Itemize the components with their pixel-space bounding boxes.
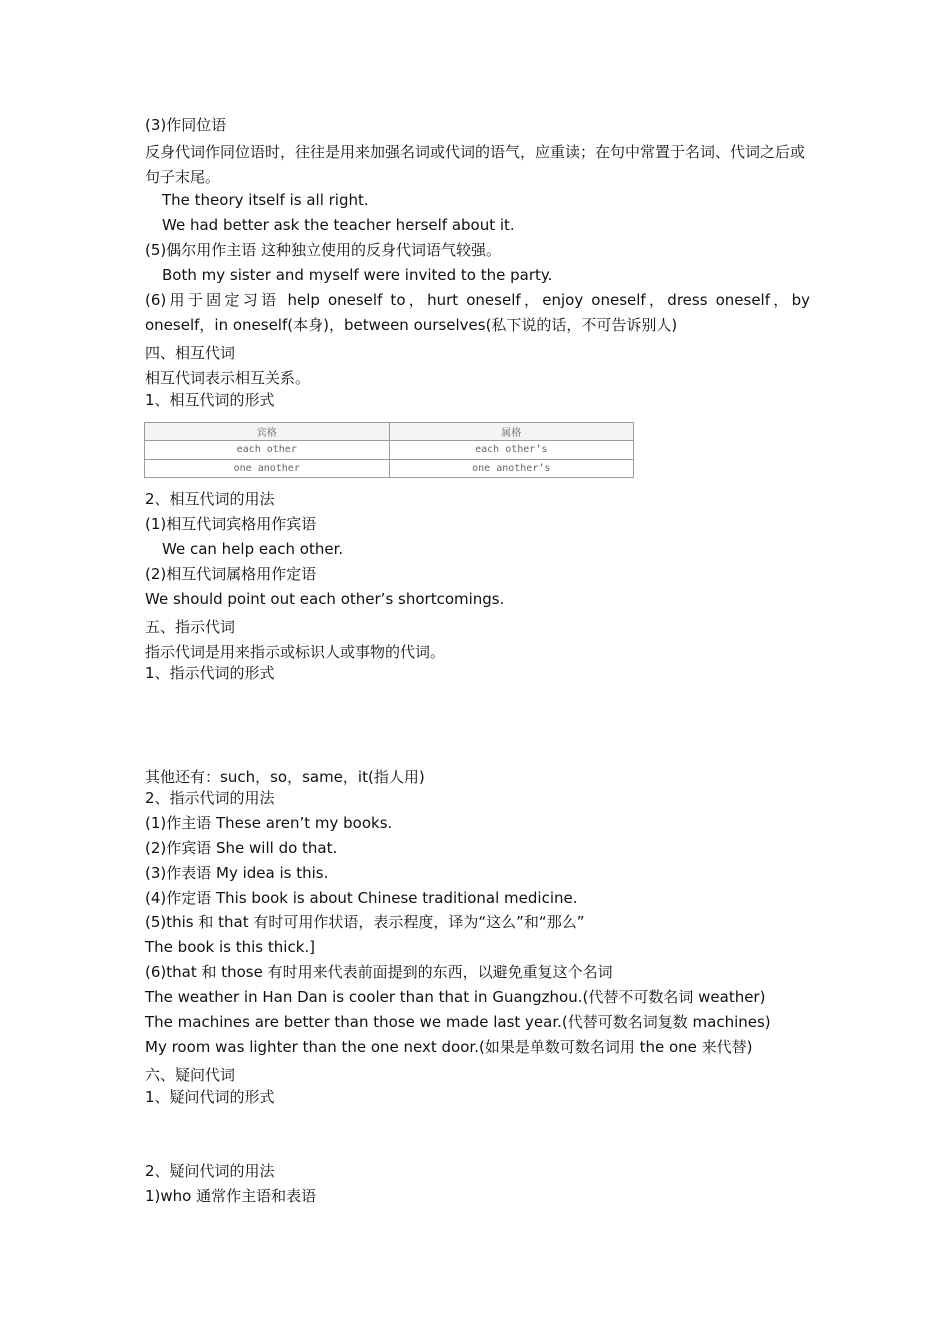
chapter-heading-interrogative-pronouns: 六、疑问代词 [145, 1066, 236, 1084]
usage-item: (3)作表语 My idea is this. [145, 864, 329, 882]
section-heading-appositive: (3)作同位语 [145, 116, 227, 134]
table-cell: each other’s [389, 441, 634, 459]
table-cell: one another’s [389, 459, 634, 477]
chapter-heading-demonstrative-pronouns: 五、指示代词 [145, 618, 236, 636]
subsection-heading: 1、疑问代词的形式 [145, 1088, 275, 1106]
table-header-row [145, 423, 634, 441]
table-cell: each other [145, 441, 390, 459]
table-cell: one another [145, 459, 390, 477]
example-sentence: We should point out each other’s shortcomings. [145, 590, 505, 608]
example-sentence: The machines are better than those we made last year.(代替可数名词复数 machines) [145, 1013, 771, 1031]
example-sentence: Both my sister and myself were invited to the party. [162, 266, 553, 284]
reciprocal-pronoun-table [144, 422, 634, 478]
example-sentence: The weather in Han Dan is cooler than that in Guangzhou.(代替不可数名词 weather) [145, 988, 766, 1006]
paragraph: 指示代词是用来指示或标识人或事物的代词。 [145, 643, 446, 661]
paragraph: 相互代词表示相互关系。 [145, 369, 311, 387]
paragraph-appositive-explanation: 反身代词作同位语时，往往是用来加强名词或代词的语气，应重读；在句中常置于名词、代词之后或句子末尾。 [145, 143, 806, 186]
usage-item: (6)that 和 those 有时用来代表前面提到的东西，以避免重复这个名词 [145, 963, 613, 981]
example-sentence: We had better ask the teacher herself about it. [162, 216, 515, 234]
example-sentence: We can help each other. [162, 540, 344, 558]
table-row [145, 441, 634, 459]
idioms-continued: oneself，in oneself(本身)，between ourselves(私下说的话，不可告诉别人) [145, 316, 678, 334]
section-heading: (2)相互代词属格用作定语 [145, 565, 317, 583]
subsection-heading: 2、相互代词的用法 [145, 490, 275, 508]
section-heading: (1)相互代词宾格用作宾语 [145, 515, 317, 533]
subsection-heading: 2、疑问代词的用法 [145, 1162, 275, 1180]
paragraph: 其他还有：such，so，same，it(指人用) [145, 768, 425, 786]
section-heading-subject: (5)偶尔用作主语 这种独立使用的反身代词语气较强。 [145, 241, 502, 259]
table-header-cell: 属格 [389, 423, 634, 441]
subsection-heading: 1、指示代词的形式 [145, 664, 275, 682]
usage-item: (4)作定语 This book is about Chinese traditional medicine. [145, 889, 578, 907]
example-sentence: My room was lighter than the one next door.(如果是单数可数名词用 the one 来代替) [145, 1038, 753, 1056]
usage-item: (5)this 和 that 有时可用作状语，表示程度，译为“这么”和“那么” [145, 913, 585, 931]
example-sentence: The book is this thick.] [145, 938, 315, 956]
section-heading-idioms: (6)用于固定习语 help oneself to，hurt oneself，enjoy oneself，dress oneself，by [145, 291, 810, 309]
table-header-cell: 宾格 [145, 423, 390, 441]
usage-item: 1)who 通常作主语和表语 [145, 1187, 317, 1205]
subsection-heading: 2、指示代词的用法 [145, 789, 275, 807]
usage-item: (1)作主语 These aren’t my books. [145, 814, 393, 832]
example-sentence: The theory itself is all right. [162, 191, 369, 209]
usage-item: (2)作宾语 She will do that. [145, 839, 338, 857]
subsection-heading: 1、相互代词的形式 [145, 391, 275, 409]
table-row [145, 459, 634, 477]
chapter-heading-reciprocal-pronouns: 四、相互代词 [145, 344, 236, 362]
